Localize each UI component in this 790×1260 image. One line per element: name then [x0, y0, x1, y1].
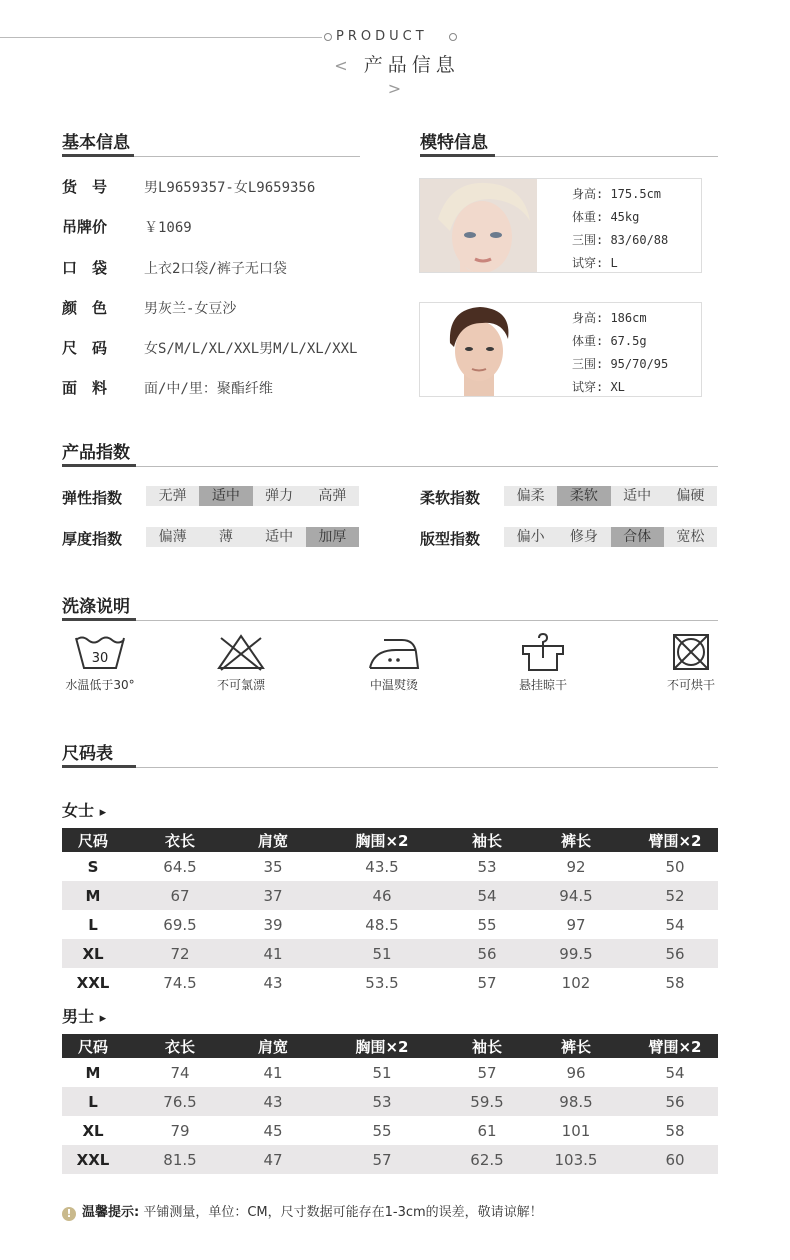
table-cell: 39 [263, 915, 283, 934]
table-cell: 64.5 [163, 857, 197, 876]
tip-line [62, 1201, 543, 1221]
model-card-female [419, 178, 702, 273]
fit-type-label: 版型指数 [420, 530, 481, 548]
info-value-price: ￥1069 [144, 220, 192, 236]
info-value-size: 女S/M/L/XL/XXL男M/L/XL/XXL [144, 341, 358, 357]
info-value-fabric: 面/中/里：聚酯纤维 [144, 381, 273, 397]
table-row [62, 968, 718, 997]
info-label-size: 尺 码 [62, 339, 108, 357]
tip-text: 平铺测量，单位：CM，尺寸数据可能存在1-3cm的误差，敬请谅解！ [143, 1205, 543, 1220]
table-cell: XL [62, 939, 124, 968]
info-value-pocket: 上衣2口袋/裤子无口袋 [144, 261, 287, 277]
wash-rule [62, 620, 718, 621]
model-photo-female [420, 179, 537, 272]
wash-30-icon [72, 632, 128, 672]
table-cell: 48.5 [365, 915, 399, 934]
table-cell: 55 [477, 915, 497, 934]
table-cell: 35 [263, 857, 283, 876]
table-cell: 53 [477, 857, 497, 876]
table-cell: XXL [62, 1145, 124, 1174]
header-dot-left [324, 33, 332, 41]
info-label-sku: 货 号 [62, 178, 108, 196]
elasticity-label: 弹性指数 [62, 489, 123, 507]
scale-option: 合体 [611, 527, 664, 547]
wash-bar [62, 618, 136, 621]
iron-medium-icon [366, 632, 422, 672]
table-cell: 81.5 [124, 1145, 236, 1174]
scale-option: 适中 [265, 529, 294, 545]
table-cell: 103.5 [520, 1145, 632, 1174]
table-row [62, 1058, 718, 1087]
table-cell: 45 [263, 1121, 283, 1140]
table-cell: M [62, 881, 124, 910]
table-cell: 41 [236, 939, 310, 968]
table-cell: 98.5 [520, 1087, 632, 1116]
table-cell: 102 [561, 973, 591, 992]
table-cell: 79 [170, 1121, 190, 1140]
svg-text:30: 30 [91, 651, 109, 666]
col-sleeve: 袖长 [454, 828, 520, 852]
model-female-fit: 试穿: L [572, 256, 618, 270]
info-value-color: 男灰兰-女豆沙 [144, 301, 237, 317]
no-bleach-icon [213, 632, 269, 672]
product-index-rule [62, 466, 718, 467]
info-label-color: 颜 色 [62, 299, 108, 317]
scale-option: 高弹 [318, 488, 347, 504]
men-group-label [62, 1004, 106, 1027]
model-female-bwh: 三围: 83/60/88 [572, 233, 669, 247]
table-row [62, 1116, 718, 1145]
table-cell: 46 [310, 881, 454, 910]
col-arm: 臂围×2 [632, 1034, 718, 1058]
scale-option: 偏薄 [158, 529, 187, 545]
table-cell: 94.5 [520, 881, 632, 910]
table-row [62, 852, 718, 881]
wash-item-no-tumble [636, 632, 746, 693]
table-cell: 56 [632, 1087, 718, 1116]
table-cell: 69.5 [163, 915, 197, 934]
table-cell: 54 [665, 1063, 685, 1082]
table-cell: 55 [372, 1121, 392, 1140]
model-info-bar [420, 154, 495, 157]
scale-option: 薄 [218, 529, 233, 545]
table-cell: 96 [566, 1063, 586, 1082]
table-cell: 57 [477, 973, 497, 992]
col-pants: 裤长 [520, 828, 632, 852]
arrow-right-icon: ▸ [99, 805, 107, 820]
tip-lead: 温馨提示: [82, 1205, 140, 1220]
table-cell: 53.5 [365, 973, 399, 992]
header-rule [0, 37, 322, 38]
table-cell: 72 [124, 939, 236, 968]
wash-item-iron [339, 632, 449, 693]
product-index-bar [62, 464, 136, 467]
basic-info-bar [62, 154, 134, 157]
table-cell: 57 [310, 1145, 454, 1174]
table-cell: 53 [310, 1087, 454, 1116]
table-cell: 51 [310, 939, 454, 968]
women-size-table [62, 828, 718, 997]
table-cell: 59.5 [454, 1087, 520, 1116]
col-chest: 胸围×2 [310, 828, 454, 852]
table-cell: 43 [263, 973, 283, 992]
table-cell: 54 [454, 881, 520, 910]
model-info-title: 模特信息 [420, 133, 488, 153]
scale-option: 适中 [199, 486, 252, 506]
table-cell: 76.5 [124, 1087, 236, 1116]
table-cell: 97 [566, 915, 586, 934]
wash-item-no-bleach [186, 632, 296, 693]
model-card-male [419, 302, 702, 397]
table-cell: 58 [665, 1121, 685, 1140]
table-cell: 54 [665, 915, 685, 934]
info-label-fabric: 面 料 [62, 379, 108, 397]
size-chart-title: 尺码表 [62, 744, 113, 764]
scale-option: 偏小 [516, 529, 545, 545]
wash-label-no-tumble: 不可烘干 [666, 678, 715, 692]
elasticity-scale [146, 486, 359, 506]
table-cell: L [62, 1087, 124, 1116]
scale-option: 偏柔 [516, 488, 545, 504]
header-bracket-left: < [334, 56, 353, 75]
col-length: 衣长 [124, 828, 236, 852]
header-bracket-right: > [387, 79, 407, 98]
scale-option: 无弹 [158, 488, 187, 504]
col-size: 尺码 [62, 1034, 124, 1058]
table-cell: M [85, 1063, 101, 1082]
header-en-title: PRODUCT [336, 29, 428, 44]
table-cell: 47 [236, 1145, 310, 1174]
wash-label-iron: 中温熨烫 [369, 678, 418, 692]
men-label-text: 男士 [62, 1007, 95, 1026]
wash-item-hang-dry [488, 632, 598, 693]
table-cell: 61 [477, 1121, 497, 1140]
table-cell: XXL [76, 973, 110, 992]
table-cell: 74 [170, 1063, 190, 1082]
col-pants: 裤长 [520, 1034, 632, 1058]
table-cell: 101 [561, 1121, 591, 1140]
table-header-row [62, 828, 718, 852]
header-cn-text: 产品信息 [363, 54, 460, 76]
no-tumble-dry-icon [663, 632, 719, 672]
table-cell: 57 [477, 1063, 497, 1082]
model-male-weight: 体重: 67.5g [572, 334, 647, 348]
table-cell: 58 [665, 973, 685, 992]
table-cell: 62.5 [454, 1145, 520, 1174]
women-label-text: 女士 [62, 801, 95, 820]
size-chart-bar [62, 765, 136, 768]
thickness-label: 厚度指数 [62, 530, 123, 548]
table-cell: 92 [566, 857, 586, 876]
table-cell: 56 [632, 939, 718, 968]
table-cell: S [87, 857, 99, 876]
table-header-row [62, 1034, 718, 1058]
table-row [62, 910, 718, 939]
wash-title: 洗涤说明 [62, 597, 130, 617]
header-dot-right [449, 33, 457, 41]
scale-option: 弹力 [265, 488, 294, 504]
table-cell: 43 [236, 1087, 310, 1116]
table-cell: 67 [124, 881, 236, 910]
info-icon: ! [62, 1207, 76, 1221]
table-row [62, 881, 718, 910]
model-male-height: 身高: 186cm [572, 311, 647, 325]
table-cell: 43.5 [365, 857, 399, 876]
model-female-weight: 体重: 45kg [572, 210, 640, 224]
men-size-table [62, 1034, 718, 1174]
arrow-right-icon: ▸ [99, 1011, 107, 1026]
wash-label-30: 水温低于30° [65, 678, 135, 692]
model-male-fit: 试穿: XL [572, 380, 625, 394]
col-sleeve: 袖长 [454, 1034, 520, 1058]
product-index-title: 产品指数 [62, 443, 130, 463]
wash-item-30 [45, 632, 155, 693]
table-cell: 52 [632, 881, 718, 910]
table-cell: 99.5 [520, 939, 632, 968]
scale-option: 适中 [623, 488, 652, 504]
table-cell: 37 [236, 881, 310, 910]
table-row [62, 1145, 718, 1174]
thickness-scale [146, 527, 359, 547]
size-chart-rule [62, 767, 718, 768]
scale-option: 宽松 [676, 529, 705, 545]
col-shoulder: 肩宽 [236, 1034, 310, 1058]
col-arm: 臂围×2 [632, 828, 718, 852]
col-shoulder: 肩宽 [236, 828, 310, 852]
table-cell: 51 [372, 1063, 392, 1082]
table-cell: 74.5 [163, 973, 197, 992]
info-value-sku: 男L9659357-女L9659356 [144, 180, 316, 196]
basic-info-title: 基本信息 [62, 133, 130, 153]
table-row [62, 939, 718, 968]
model-female-height: 身高: 175.5cm [572, 187, 662, 201]
hang-dry-icon [515, 632, 571, 672]
wash-label-no-bleach: 不可氯漂 [216, 678, 265, 692]
scale-option: 修身 [569, 529, 598, 545]
table-cell: 41 [263, 1063, 283, 1082]
info-label-pocket: 口 袋 [62, 259, 108, 277]
col-size: 尺码 [62, 828, 124, 852]
scale-option: 加厚 [306, 527, 359, 547]
women-group-label [62, 798, 106, 821]
table-row [62, 1087, 718, 1116]
scale-option: 柔软 [557, 486, 610, 506]
col-length: 衣长 [124, 1034, 236, 1058]
scale-option: 偏硬 [676, 488, 705, 504]
softness-scale [504, 486, 717, 506]
model-male-bwh: 三围: 95/70/95 [572, 357, 669, 371]
table-cell: 56 [454, 939, 520, 968]
table-cell: XL [82, 1121, 104, 1140]
table-cell: 60 [632, 1145, 718, 1174]
header-cn-title [322, 50, 472, 99]
model-photo-male [420, 303, 537, 396]
table-cell: L [88, 915, 98, 934]
fit-type-scale [504, 527, 717, 547]
col-chest: 胸围×2 [310, 1034, 454, 1058]
table-cell: 50 [665, 857, 685, 876]
wash-label-hang-dry: 悬挂晾干 [518, 678, 567, 692]
softness-label: 柔软指数 [420, 489, 481, 507]
info-label-price: 吊牌价 [62, 218, 108, 236]
